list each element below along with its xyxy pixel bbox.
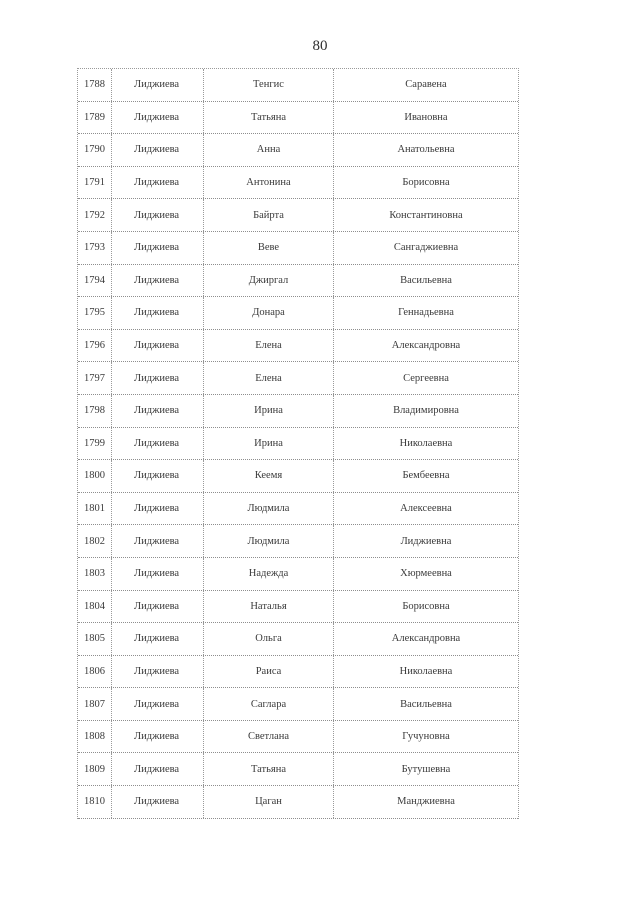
- patronymic: Сергеевна: [403, 372, 449, 384]
- patronymic: Николаевна: [399, 665, 453, 677]
- patronymic: Александровна: [391, 633, 461, 645]
- last-name: Лиджиева: [112, 558, 204, 590]
- last-name: Лиджиева: [112, 362, 204, 394]
- table-row: [78, 525, 518, 558]
- last-name: Лиджиева: [112, 656, 204, 688]
- row-number: 1809: [78, 753, 112, 785]
- last-name: Лиджиева: [112, 493, 204, 525]
- first-name: Раиса: [204, 656, 334, 688]
- table-row: [78, 69, 518, 102]
- row-number: 1803: [78, 558, 112, 590]
- row-number: 1791: [78, 167, 112, 199]
- first-name: Надежда: [204, 558, 334, 590]
- last-name: Лиджиева: [112, 688, 204, 720]
- patronymic: Манджиевна: [397, 796, 455, 808]
- first-name: Веве: [204, 232, 334, 264]
- registry-table: [77, 68, 519, 819]
- table-row: [78, 786, 518, 819]
- table-row: [78, 558, 518, 591]
- table-row: [78, 199, 518, 232]
- row-number: 1802: [78, 525, 112, 557]
- first-name: Байрта: [204, 199, 334, 231]
- table-row: [78, 721, 518, 754]
- last-name: Лиджиева: [112, 167, 204, 199]
- last-name: Лиджиева: [112, 525, 204, 557]
- first-name: Цаган: [204, 786, 334, 818]
- row-number: 1807: [78, 688, 112, 720]
- last-name: Лиджиева: [112, 786, 204, 818]
- patronymic: Васильевна: [400, 274, 452, 286]
- table-row: [78, 395, 518, 428]
- last-name: Лиджиева: [112, 721, 204, 753]
- row-number: 1798: [78, 395, 112, 427]
- row-number: 1805: [78, 623, 112, 655]
- first-name: Антонина: [204, 167, 334, 199]
- table-row: [78, 102, 518, 135]
- first-name: Елена: [204, 330, 334, 362]
- last-name: Лиджиева: [112, 199, 204, 231]
- patronymic: Владимировна: [393, 405, 459, 417]
- first-name: Ирина: [204, 395, 334, 427]
- first-name: Кеемя: [204, 460, 334, 492]
- table-row: [78, 493, 518, 526]
- last-name: Лиджиева: [112, 753, 204, 785]
- patronymic: Николаевна: [399, 437, 453, 449]
- patronymic: Бутушевна: [401, 763, 451, 775]
- patronymic: Бембеевна: [402, 470, 450, 482]
- row-number: 1789: [78, 102, 112, 134]
- last-name: Лиджиева: [112, 232, 204, 264]
- table-row: [78, 167, 518, 200]
- row-number: 1808: [78, 721, 112, 753]
- patronymic: Саравена: [405, 79, 447, 91]
- last-name: Лиджиева: [112, 69, 204, 101]
- patronymic: Алексеевна: [400, 503, 452, 515]
- table-row: [78, 265, 518, 298]
- row-number: 1800: [78, 460, 112, 492]
- row-number: 1801: [78, 493, 112, 525]
- first-name: Саглара: [204, 688, 334, 720]
- first-name: Ирина: [204, 428, 334, 460]
- first-name: Светлана: [204, 721, 334, 753]
- patronymic: Лиджиевна: [400, 535, 452, 547]
- table-row: [78, 591, 518, 624]
- patronymic: Сангаджиевна: [393, 242, 459, 254]
- table-row: [78, 753, 518, 786]
- first-name: Людмила: [204, 493, 334, 525]
- first-name: Тенгис: [204, 69, 334, 101]
- table-row: [78, 297, 518, 330]
- last-name: Лиджиева: [112, 591, 204, 623]
- row-number: 1796: [78, 330, 112, 362]
- row-number: 1788: [78, 69, 112, 101]
- row-number: 1810: [78, 786, 112, 818]
- row-number: 1806: [78, 656, 112, 688]
- first-name: Джиргал: [204, 265, 334, 297]
- patronymic: Хюрмеевна: [400, 568, 452, 580]
- row-number: 1795: [78, 297, 112, 329]
- first-name: Ольга: [204, 623, 334, 655]
- row-number: 1792: [78, 199, 112, 231]
- first-name: Елена: [204, 362, 334, 394]
- last-name: Лиджиева: [112, 428, 204, 460]
- table-row: [78, 428, 518, 461]
- patronymic: Анатольевна: [397, 144, 455, 156]
- table-row: [78, 232, 518, 265]
- first-name: Анна: [204, 134, 334, 166]
- patronymic: Ивановна: [404, 111, 448, 123]
- table-row: [78, 362, 518, 395]
- first-name: Татьяна: [204, 102, 334, 134]
- table-row: [78, 460, 518, 493]
- patronymic: Александровна: [391, 340, 461, 352]
- table-row: [78, 623, 518, 656]
- patronymic: Константиновна: [389, 209, 463, 221]
- patronymic: Гучуновна: [402, 731, 450, 743]
- last-name: Лиджиева: [112, 460, 204, 492]
- table-row: [78, 656, 518, 689]
- row-number: 1804: [78, 591, 112, 623]
- table-row: [78, 688, 518, 721]
- last-name: Лиджиева: [112, 623, 204, 655]
- first-name: Наталья: [204, 591, 334, 623]
- patronymic: Борисовна: [402, 177, 450, 189]
- row-number: 1790: [78, 134, 112, 166]
- last-name: Лиджиева: [112, 265, 204, 297]
- row-number: 1793: [78, 232, 112, 264]
- last-name: Лиджиева: [112, 134, 204, 166]
- last-name: Лиджиева: [112, 330, 204, 362]
- page-number: 80: [312, 38, 328, 54]
- row-number: 1799: [78, 428, 112, 460]
- patronymic: Борисовна: [402, 600, 450, 612]
- row-number: 1797: [78, 362, 112, 394]
- row-number: 1794: [78, 265, 112, 297]
- last-name: Лиджиева: [112, 395, 204, 427]
- last-name: Лиджиева: [112, 102, 204, 134]
- first-name: Людмила: [204, 525, 334, 557]
- last-name: Лиджиева: [112, 297, 204, 329]
- first-name: Татьяна: [204, 753, 334, 785]
- patronymic: Геннадьевна: [398, 307, 454, 319]
- table-row: [78, 330, 518, 363]
- first-name: Донара: [204, 297, 334, 329]
- table-row: [78, 134, 518, 167]
- patronymic: Васильевна: [400, 698, 452, 710]
